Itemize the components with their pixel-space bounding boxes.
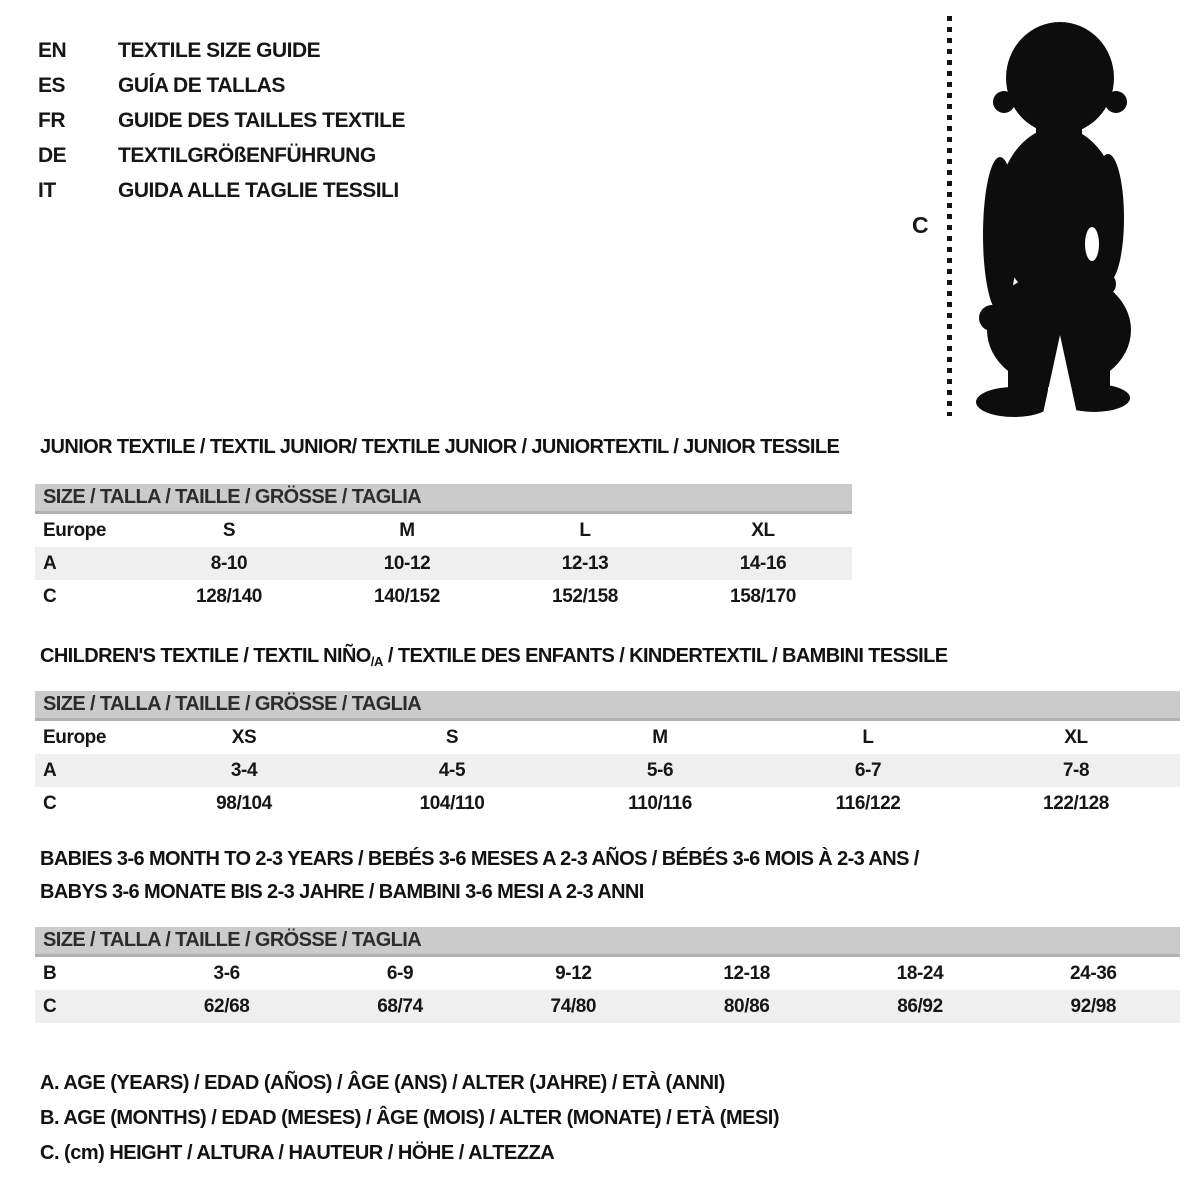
table-row-age-months xyxy=(35,957,1180,990)
guide-title: GUIDE DES TAILLES TEXTILE xyxy=(118,108,405,132)
size-column-header: M xyxy=(399,519,415,541)
table-row-height xyxy=(35,787,1180,820)
children-heading-suffix: / TEXTILE DES ENFANTS / KINDERTEXTIL / BAMBINI TESSILE xyxy=(382,645,948,667)
table-cell: 6-9 xyxy=(386,962,414,984)
children-heading-prefix: CHILDREN'S TEXTILE / TEXTIL NIÑO xyxy=(40,645,371,667)
size-column-header: XL xyxy=(1064,726,1088,748)
table-cell: 122/128 xyxy=(1043,792,1109,814)
size-column-header: XS xyxy=(231,726,257,748)
table-cell: 14-16 xyxy=(739,552,787,574)
table-row-sizes xyxy=(35,514,852,547)
table-row-sizes xyxy=(35,721,1180,754)
guide-title: TEXTILE SIZE GUIDE xyxy=(118,38,321,62)
table-cell: 68/74 xyxy=(377,995,423,1017)
children-section-heading xyxy=(40,645,947,669)
table-row-age xyxy=(35,754,1180,787)
table-cell: 4-5 xyxy=(438,759,466,781)
guide-title: TEXTILGRÖßENFÜHRUNG xyxy=(118,143,376,167)
table-row-height xyxy=(35,990,1180,1023)
table-cell: 3-6 xyxy=(213,962,240,984)
region-label: Europe xyxy=(43,726,107,748)
table-cell: 86/92 xyxy=(897,995,943,1017)
language-code: FR xyxy=(38,108,65,132)
language-row-de xyxy=(38,138,405,173)
legend-line-c: C. (cm) HEIGHT / ALTURA / HAUTEUR / HÖHE / ALTEZZA xyxy=(40,1142,555,1164)
language-row-en xyxy=(38,33,405,68)
table-cell: 24-36 xyxy=(1070,962,1117,984)
junior-section-heading: JUNIOR TEXTILE / TEXTIL JUNIOR/ TEXTILE JUNIOR / JUNIORTEXTIL / JUNIOR TESSILE xyxy=(40,436,840,458)
legend-line-b: B. AGE (MONTHS) / EDAD (MESES) / ÂGE (MOIS) / ALTER (MONATE) / ETÀ (MESI) xyxy=(40,1107,780,1129)
size-column-header: S xyxy=(445,726,459,748)
table-cell: 5-6 xyxy=(646,759,674,781)
toddler-silhouette-icon xyxy=(964,20,1136,418)
height-measure-label: C xyxy=(912,212,929,238)
table-cell: 128/140 xyxy=(196,585,262,607)
table-row-height xyxy=(35,580,852,613)
language-row-it xyxy=(38,173,405,208)
language-row-fr xyxy=(38,103,405,138)
table-cell: 9-12 xyxy=(555,962,592,984)
language-code: EN xyxy=(38,38,67,62)
region-label: Europe xyxy=(43,519,107,541)
table-cell: 98/104 xyxy=(216,792,272,814)
size-header-bar: SIZE / TALLA / TAILLE / GRÖSSE / TAGLIA xyxy=(35,484,852,514)
guide-title: GUÍA DE TALLAS xyxy=(118,73,285,97)
table-cell: 140/152 xyxy=(374,585,440,607)
table-cell: 6-7 xyxy=(854,759,882,781)
table-cell: 12-13 xyxy=(561,552,609,574)
table-cell: 12-18 xyxy=(723,962,770,984)
row-label: B xyxy=(43,962,57,984)
babies-size-table xyxy=(35,927,1180,1023)
row-label: A xyxy=(43,552,57,574)
size-column-header: S xyxy=(222,519,236,541)
table-cell: 74/80 xyxy=(550,995,597,1017)
table-cell: 7-8 xyxy=(1062,759,1090,781)
legend-line-a: A. AGE (YEARS) / EDAD (AÑOS) / ÂGE (ANS) / ALTER (JAHRE) / ETÀ (ANNI) xyxy=(40,1072,725,1094)
language-row-es xyxy=(38,68,405,103)
table-cell: 3-4 xyxy=(230,759,258,781)
table-cell: 62/68 xyxy=(203,995,250,1017)
guide-title: GUIDA ALLE TAGLIE TESSILI xyxy=(118,178,399,202)
table-cell: 104/110 xyxy=(419,792,485,814)
size-column-header: XL xyxy=(751,519,775,541)
junior-size-table xyxy=(35,484,852,613)
table-cell: 152/158 xyxy=(552,585,618,607)
size-column-header: L xyxy=(862,726,874,748)
table-cell: 18-24 xyxy=(896,962,944,984)
row-label: C xyxy=(43,995,57,1017)
babies-section-heading-line1: BABIES 3-6 MONTH TO 2-3 YEARS / BEBÉS 3-6 MESES A 2-3 AÑOS / BÉBÉS 3-6 MOIS À 2-3 ANS / xyxy=(40,848,919,870)
table-cell: 158/170 xyxy=(730,585,796,607)
language-code: IT xyxy=(38,178,56,202)
size-column-header: L xyxy=(579,519,591,541)
table-cell: 92/98 xyxy=(1070,995,1117,1017)
table-cell: 116/122 xyxy=(835,792,901,814)
size-header-bar: SIZE / TALLA / TAILLE / GRÖSSE / TAGLIA xyxy=(35,927,1180,957)
table-cell: 10-12 xyxy=(383,552,431,574)
size-column-header: M xyxy=(652,726,668,748)
row-label: C xyxy=(43,585,57,607)
language-title-list xyxy=(38,33,405,208)
language-code: ES xyxy=(38,73,66,97)
table-row-age xyxy=(35,547,852,580)
measure-legend xyxy=(40,1066,779,1171)
size-header-bar: SIZE / TALLA / TAILLE / GRÖSSE / TAGLIA xyxy=(35,691,1180,721)
babies-section-heading-line2: BABYS 3-6 MONATE BIS 2-3 JAHRE / BAMBINI 3-6 MESI A 2-3 ANNI xyxy=(40,881,644,903)
children-heading-sub: /A xyxy=(370,654,383,669)
height-measure-dashed-line xyxy=(947,16,952,416)
table-cell: 80/86 xyxy=(723,995,770,1017)
language-code: DE xyxy=(38,143,67,167)
row-label: C xyxy=(43,792,57,814)
table-cell: 8-10 xyxy=(210,552,248,574)
children-size-table xyxy=(35,691,1180,820)
row-label: A xyxy=(43,759,57,781)
table-cell: 110/116 xyxy=(628,792,692,814)
